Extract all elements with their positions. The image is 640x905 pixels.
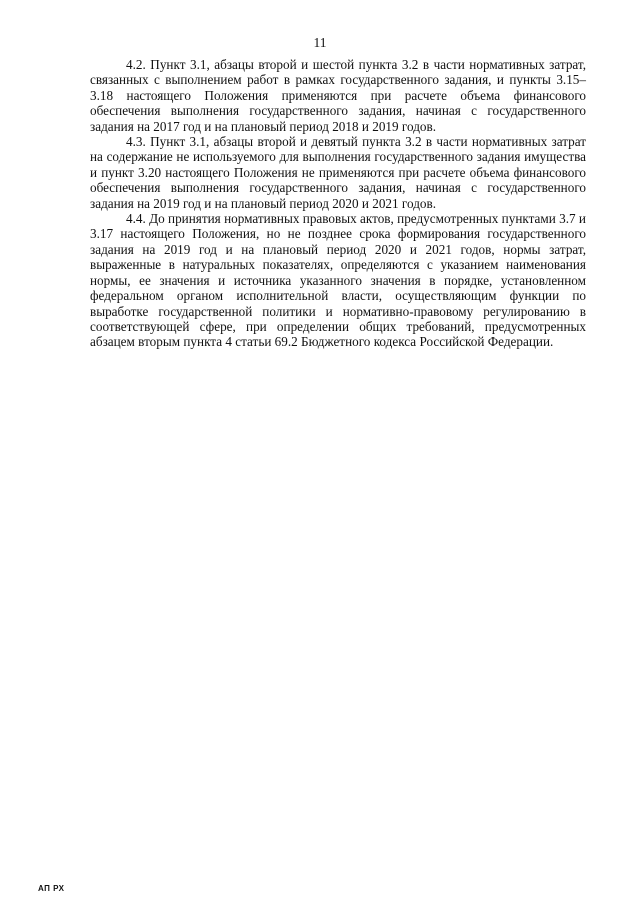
paragraph-4-2: 4.2. Пункт 3.1, абзацы второй и шестой пункта 3.2 в части нормативных затрат, связанных с выполнением работ в рамках государственного задания, и пункты 3.15–3.18 настоящего Положения применяются при расчете объема финансового обеспечения выполнения государственного задания, начиная с государственного задания на 2017 год и на плановый период 2018 и 2019 годов. [90,57,586,134]
document-body [90,57,586,350]
page-number: 11 [313,35,327,50]
paragraph-4-4: 4.4. До принятия нормативных правовых актов, предусмотренных пунктами 3.7 и 3.17 настоящего Положения, но не позднее срока формирования государственного задания на 2019 год и на плановый период 2020 и 2021 годов, нормы затрат, выраженные в натуральных показателях, определяются с указанием наименования нормы, ее значения и источника указанного значения в порядке, установленном федеральном органом исполнительной власти, осуществляющим функции по выработке государственной политики и нормативно-правовому регулированию в соответствующей сфере, при определении общих требований, предусмотренных абзацем вторым пункта 4 статьи 69.2 Бюджетного кодекса Российской Федерации. [90,211,586,350]
paragraph-4-3: 4.3. Пункт 3.1, абзацы второй и девятый пункта 3.2 в части нормативных затрат на содержание не используемого для выполнения государственного задания имущества и пункт 3.20 настоящего Положения не применяются при расчете объема финансового обеспечения выполнения государственного задания, начиная с государственного задания на 2019 год и на плановый период 2020 и 2021 годов. [90,134,586,211]
footer-mark: АП РХ [38,884,65,893]
